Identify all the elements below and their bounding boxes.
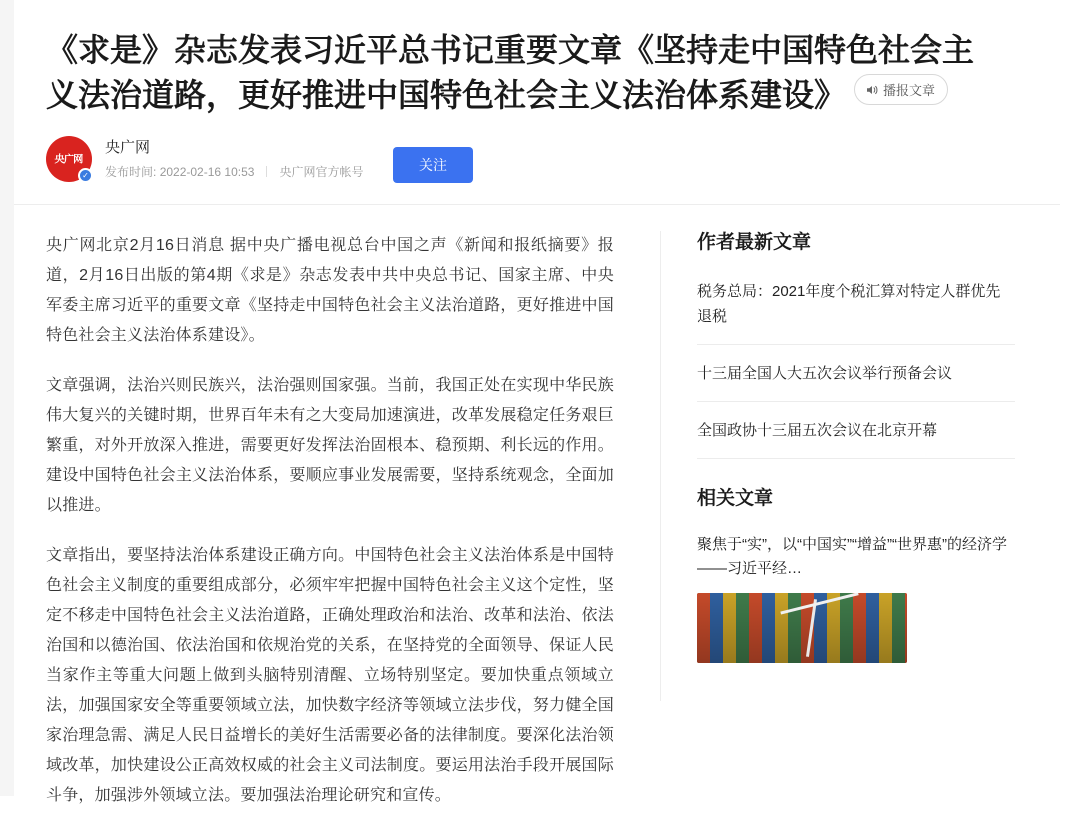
page-title: 《求是》杂志发表习近平总书记重要文章《坚持走中国特色社会主义法治道路，更好推进中国特色社会主义法治体系建设》 — [46, 32, 975, 113]
title-wrap — [46, 28, 976, 118]
play-article-label: 播报文章 — [883, 82, 936, 98]
paragraph: 文章强调，法治兴则民族兴，法治强则国家强。当前，我国正处在实现中华民族伟大复兴的关键时期，世界百年未有之大变局加速演进，改革发展稳定任务艰巨繁重，对外开放深入推进，需要更好发挥法治固根本、稳预期、利长远的作用。建设中国特色社会主义法治体系，要顺应事业发展需要，坚持系统观念，全面加以推进。 — [46, 377, 614, 514]
meta-divider — [266, 166, 267, 177]
speaker-icon — [865, 83, 879, 97]
list-item[interactable] — [697, 263, 1015, 345]
verified-badge-icon: ✓ — [78, 168, 93, 183]
article-meta — [105, 163, 1024, 180]
author-latest-link[interactable]: 全国政协十三届五次会议在北京开幕 — [697, 422, 938, 439]
list-item[interactable] — [697, 345, 1015, 402]
related-articles-block — [697, 485, 1015, 663]
related-article-link[interactable]: 聚焦于“实”，以“中国实”“增益”“世界惠”的经济学——习近平经… — [697, 536, 1007, 577]
list-item[interactable] — [697, 402, 1015, 459]
byline-text — [105, 138, 1024, 180]
author-name[interactable]: 央广网 — [105, 139, 151, 156]
shipping-containers-photo[interactable] — [697, 593, 907, 663]
avatar[interactable] — [46, 136, 92, 182]
list-item[interactable] — [697, 519, 1015, 663]
author-latest-link[interactable]: 税务总局：2021年度个税汇算对特定人群优先退税 — [697, 283, 1001, 325]
author-latest-link[interactable]: 十三届全国人大五次会议举行预备会议 — [697, 365, 953, 382]
play-article-button[interactable] — [854, 74, 948, 105]
paragraph: 央广网北京2月16日消息 据中央广播电视总台中国之声《新闻和报纸摘要》报道，2月16日出版的第4期《求是》杂志发表中共中央总书记、国家主席、中央军委主席习近平的重要文章《坚持走中国特色社会主义法治道路，更好推进中国特色社会主义法治体系建设》。 — [46, 237, 614, 344]
byline — [0, 118, 1070, 182]
publish-time: 2022-02-16 10:53 — [159, 164, 255, 179]
article-header — [0, 0, 1070, 118]
content-area — [0, 205, 1070, 831]
paragraph: 文章指出，要坚持法治体系建设正确方向。中国特色社会主义法治体系是中国特色社会主义制度的重要组成部分，必须牢牢把握中国特色社会主义这个定性，坚定不移走中国特色社会主义法治道路，正确处理政治和法治、改革和法治、依法治国和以德治国、依法治国和依规治党的关系，在坚持党的全面领导、保证人民当家作主等重大问题上做到头脑特别清醒、立场特别坚定。要加快重点领域立法，加强国家安全等重要领域立法，加快数字经济等领域立法步伐，努力健全国家治理急需、满足人民日益增长的美好生活需要必备的法律制度。要深化法治领域改革，加快建设公正高效权威的社会主义司法制度。要运用法治手段开展国际斗争，加强涉外领域立法。要加强法治理论研究和宣传。 — [46, 547, 614, 804]
article-body — [0, 205, 660, 831]
follow-button[interactable]: 关注 — [393, 147, 473, 183]
author-latest-list — [697, 263, 1015, 459]
publish-label: 发布时间: — [105, 165, 157, 179]
sidebar-heading-author-latest: 作者最新文章 — [697, 232, 812, 253]
account-type: 央广网官方帐号 — [279, 165, 364, 179]
avatar-text: 央广网 — [54, 152, 84, 165]
thumbnail-art — [697, 593, 907, 663]
sidebar — [661, 205, 1051, 831]
sidebar-heading-related: 相关文章 — [697, 488, 774, 509]
